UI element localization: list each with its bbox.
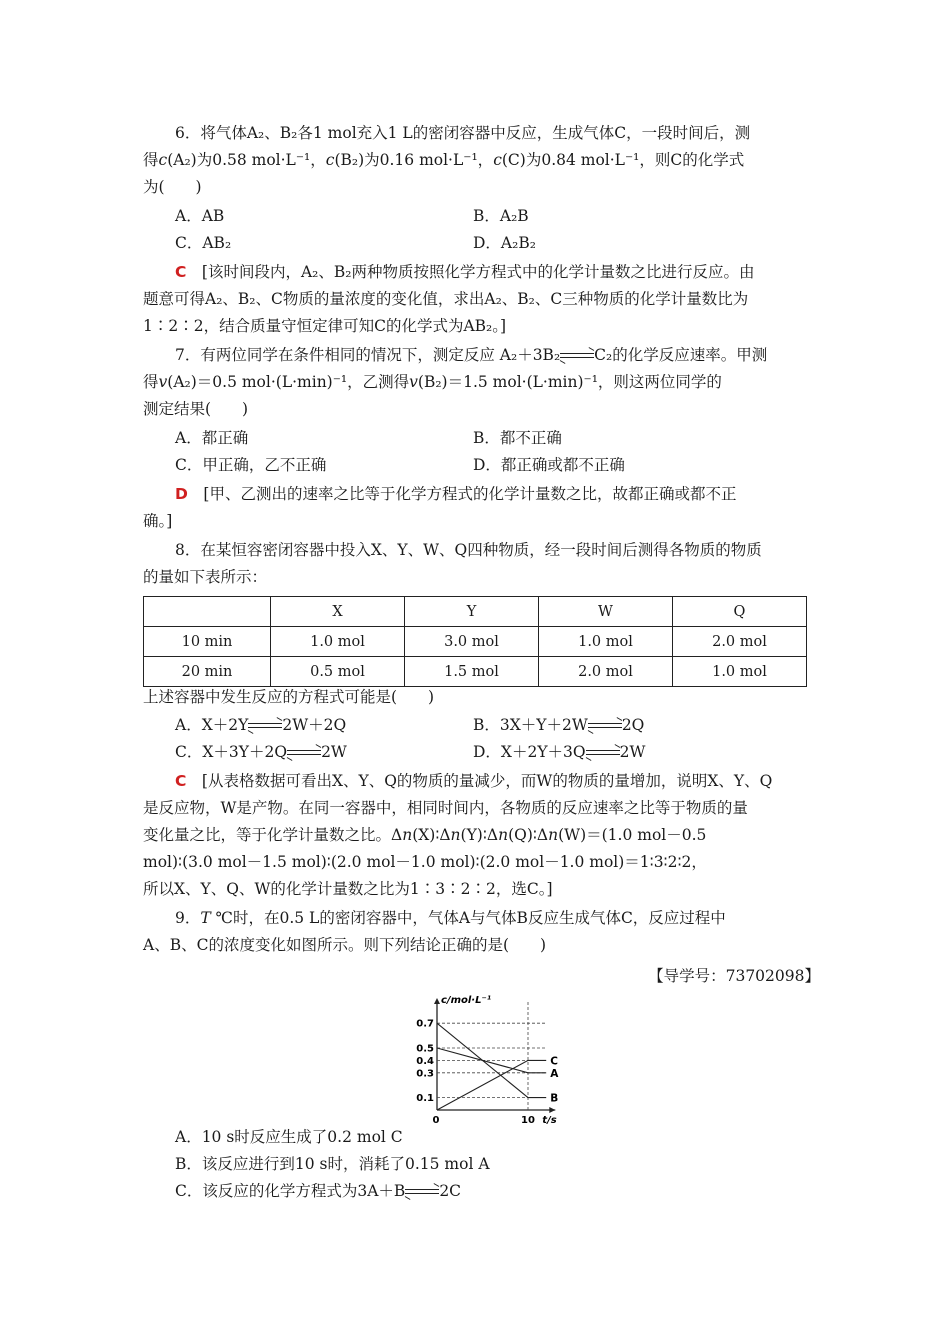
table-cell: 20 min bbox=[144, 657, 271, 687]
q6-option-b: B．A₂B bbox=[473, 207, 529, 225]
y-axis-label: c/mol·L⁻¹ bbox=[441, 995, 492, 1006]
table-cell: 1.0 mol bbox=[539, 627, 673, 657]
q9-option-a: A．10 s时反应生成了0.2 mol C bbox=[175, 1128, 403, 1146]
equilibrium-arrow-icon bbox=[405, 1187, 439, 1197]
table-cell: 1.0 mol bbox=[673, 657, 807, 687]
table-cell: 3.0 mol bbox=[405, 627, 539, 657]
equilibrium-arrow-icon bbox=[287, 748, 321, 758]
q9-option-c: C．该反应的化学方程式为3A＋B 2C bbox=[175, 1182, 462, 1200]
table-header-cell: X bbox=[271, 597, 405, 627]
q7-line-1: 7．有两位同学在条件相同的情况下，测定反应 A₂＋3B₂ C₂的化学反应速率。甲测 bbox=[175, 346, 768, 364]
y-tick-label: 0.5 bbox=[416, 1043, 434, 1055]
q6-explanation-1: C [该时间段内，A₂、B₂两种物质按照化学方程式中的化学计量数之比进行反应。由 bbox=[175, 263, 755, 281]
q8-explanation-3: 变化量之比，等于化学计量数之比。Δn(X)∶Δn(Y)∶Δn(Q)∶Δn(W)＝(1.0 mol－0.5 bbox=[143, 826, 707, 844]
x-tick-label: 10 bbox=[521, 1115, 535, 1126]
q9-option-b: B．该反应进行到10 s时，消耗了0.15 mol A bbox=[175, 1155, 490, 1173]
x-tick-label: 0 bbox=[432, 1115, 440, 1126]
q8-explanation-2: 是反应物，W是产物。在同一容器中，相同时间内，各物质的反应速率之比等于物质的量 bbox=[143, 799, 748, 817]
q6-option-d: D．A₂B₂ bbox=[473, 234, 536, 252]
q8-option-c: C．X＋3Y＋2Q 2W bbox=[175, 743, 347, 761]
q8-explanation-4: mol)∶(3.0 mol－1.5 mol)∶(2.0 mol－1.0 mol)∶(2.0 mol－1.0 mol)＝1∶3∶2∶2， bbox=[143, 853, 707, 871]
q6-explanation-2: 题意可得A₂、B₂、C物质的量浓度的变化值，求出A₂、B₂、C三种物质的化学计量数比为 bbox=[143, 290, 749, 308]
table-header-cell: Y bbox=[405, 597, 539, 627]
q6-explanation-3: 1∶2∶2，结合质量守恒定律可知C的化学式为AB₂。] bbox=[143, 317, 507, 335]
q7-explanation-2: 确。] bbox=[143, 512, 173, 530]
table-cell: 1.5 mol bbox=[405, 657, 539, 687]
series-label-a: A bbox=[550, 1067, 559, 1080]
x-axis-label: t/s bbox=[542, 1115, 557, 1126]
series-label-b: B bbox=[550, 1092, 559, 1105]
q7-option-a: A．都正确 bbox=[175, 429, 249, 447]
table-cell: 1.0 mol bbox=[271, 627, 405, 657]
q8-data-table bbox=[143, 596, 807, 687]
q7-option-d: D．都正确或都不正确 bbox=[473, 456, 625, 474]
table-cell: 2.0 mol bbox=[673, 627, 807, 657]
x-axis-arrow-icon bbox=[549, 1107, 555, 1113]
table-row bbox=[144, 627, 807, 657]
table-cell: 10 min bbox=[144, 627, 271, 657]
q7-line-2: 得v(A₂)＝0.5 mol·(L·min)⁻¹，乙测得v(B₂)＝1.5 mol·(L·min)⁻¹，则这两位同学的 bbox=[143, 373, 722, 391]
q8-line-1: 8．在某恒容密闭容器中投入X、Y、W、Q四种物质，经一段时间后测得各物质的物质 bbox=[175, 541, 762, 559]
q6-line-3: 为( ) bbox=[143, 178, 202, 196]
q8-explanation-5: 所以X、Y、Q、W的化学计量数之比为1∶3∶2∶2，选C。] bbox=[143, 880, 553, 898]
equilibrium-arrow-icon bbox=[588, 721, 622, 731]
series-label-c: C bbox=[550, 1055, 558, 1068]
y-tick-label: 0.1 bbox=[416, 1093, 434, 1105]
table-cell: 2.0 mol bbox=[539, 657, 673, 687]
table-header-cell bbox=[144, 597, 271, 627]
q9-line-1: 9．T ℃时，在0.5 L的密闭容器中，气体A与气体B反应生成气体C，反应过程中 bbox=[175, 909, 726, 927]
q7-explanation-1: D [甲、乙测出的速率之比等于化学方程式的化学计量数之比，故都正确或都不正 bbox=[175, 485, 737, 503]
y-tick-label: 0.4 bbox=[416, 1055, 434, 1067]
q8-option-d: D．X＋2Y＋3Q 2W bbox=[473, 743, 646, 761]
q8-line-3: 上述容器中发生反应的方程式可能是( ) bbox=[143, 688, 435, 706]
q6-option-a: A．AB bbox=[175, 207, 225, 225]
table-header-cell: W bbox=[539, 597, 673, 627]
q7-option-b: B．都不正确 bbox=[473, 429, 562, 447]
y-tick-label: 0.3 bbox=[416, 1068, 434, 1080]
q6-line-1: 6．将气体A₂、B₂各1 mol充入1 L的密闭容器中反应，生成气体C，一段时间后，测 bbox=[175, 124, 751, 142]
equilibrium-arrow-icon bbox=[248, 721, 282, 731]
q7-line-3: 测定结果( ) bbox=[143, 400, 249, 418]
q8-line-2: 的量如下表所示： bbox=[143, 568, 268, 586]
table-header-cell: Q bbox=[673, 597, 807, 627]
q8-option-b: B．3X＋Y＋2W 2Q bbox=[473, 716, 645, 734]
equilibrium-arrow-icon bbox=[586, 748, 620, 758]
q6-answer: C bbox=[175, 263, 187, 281]
table-cell: 0.5 mol bbox=[271, 657, 405, 687]
y-axis-arrow-icon bbox=[434, 998, 440, 1004]
q8-answer: C bbox=[175, 772, 187, 790]
concentration-time-chart bbox=[400, 990, 590, 1126]
table-row bbox=[144, 657, 807, 687]
q6-line-2: 得c(A₂)为0.58 mol·L⁻¹，c(B₂)为0.16 mol·L⁻¹，c(C)为0.84 mol·L⁻¹，则C的化学式 bbox=[143, 151, 745, 169]
q8-explanation-1: C [从表格数据可看出X、Y、Q的物质的量减少，而W的物质的量增加，说明X、Y、Q bbox=[175, 772, 773, 790]
q7-answer: D bbox=[175, 485, 188, 503]
q7-option-c: C．甲正确，乙不正确 bbox=[175, 456, 327, 474]
q8-option-a: A．X＋2Y 2W＋2Q bbox=[175, 716, 347, 734]
reference-number: 【导学号：73702098】 bbox=[648, 967, 820, 985]
table-header-row bbox=[144, 597, 807, 627]
equilibrium-arrow-icon bbox=[560, 351, 594, 361]
q9-line-2: A、B、C的浓度变化如图所示。则下列结论正确的是( ) bbox=[143, 936, 547, 954]
q6-option-c: C．AB₂ bbox=[175, 234, 232, 252]
y-tick-label: 0.7 bbox=[416, 1018, 434, 1030]
